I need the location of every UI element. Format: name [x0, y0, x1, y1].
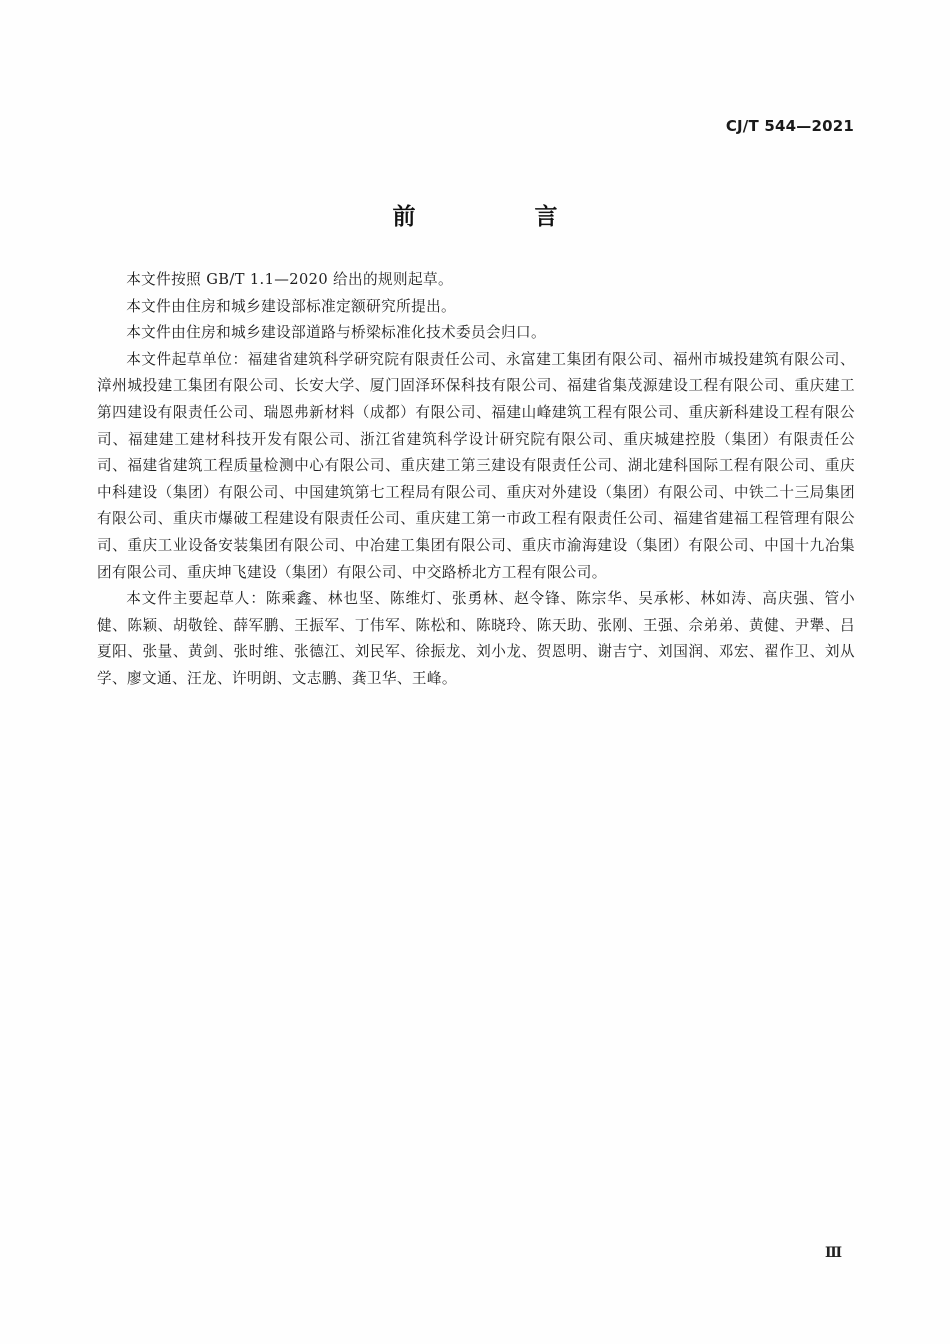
preface-body [97, 267, 855, 693]
paragraph-drafting-rules: 本文件按照 GB/T 1.1—2020 给出的规则起草。 [126, 271, 453, 288]
paragraph-under-jurisdiction: 本文件由住房和城乡建设部道路与桥梁标准化技术委员会归口。 [126, 324, 547, 342]
paragraph-proposed-by: 本文件由住房和城乡建设部标准定额研究所提出。 [126, 297, 457, 315]
document-code: CJ/T 544—2021 [725, 117, 854, 135]
paragraph-main-drafters: 本文件主要起草人：陈乘鑫、林也坚、陈维灯、张勇林、赵令锋、陈宗华、吴承彬、林如涛、高庆强、管小健、陈颖、胡敬铨、薛军鹏、王振军、丁伟军、陈松和、陈晓玲、陈天助、张刚、王强、佘弟弟、黄健、尹犟、吕夏阳、张量、黄剑、张时维、张德江、刘民军、徐振龙、刘小龙、贺恩明、谢吉宁、刘国润、邓宏、翟作卫、刘从学、廖文通、汪龙、许明朗、文志鹏、龚卫华、王峰。 [97, 590, 855, 687]
page-number: Ⅲ [824, 1245, 842, 1261]
page-title: 前 言 [392, 204, 606, 230]
paragraph-drafting-units: 本文件起草单位：福建省建筑科学研究院有限责任公司、永富建工集团有限公司、福州市城投建筑有限公司、漳州城投建工集团有限公司、长安大学、厦门固泽环保科技有限公司、福建省集茂源建设工程有限公司、重庆建工第四建设有限责任公司、瑞恩弗新材料（成都）有限公司、福建山峰建筑工程有限公司、重庆新科建设工程有限公司、福建建工建材科技开发有限公司、浙江省建筑科学设计研究院有限公司、重庆城建控股（集团）有限责任公司、福建省建筑工程质量检测中心有限公司、重庆建工第三建设有限责任公司、湖北建科国际工程有限公司、重庆中科建设（集团）有限公司、中国建筑第七工程局有限公司、重庆对外建设（集团）有限公司、中铁二十三局集团有限公司、重庆市爆破工程建设有限责任公司、重庆建工第一市政工程有限责任公司、福建省建福工程管理有限公司、重庆工业设备安装集团有限公司、中冶建工集团有限公司、重庆市渝海建设（集团）有限公司、中国十九冶集团有限公司、重庆坤飞建设（集团）有限公司、中交路桥北方工程有限公司。 [97, 350, 855, 581]
